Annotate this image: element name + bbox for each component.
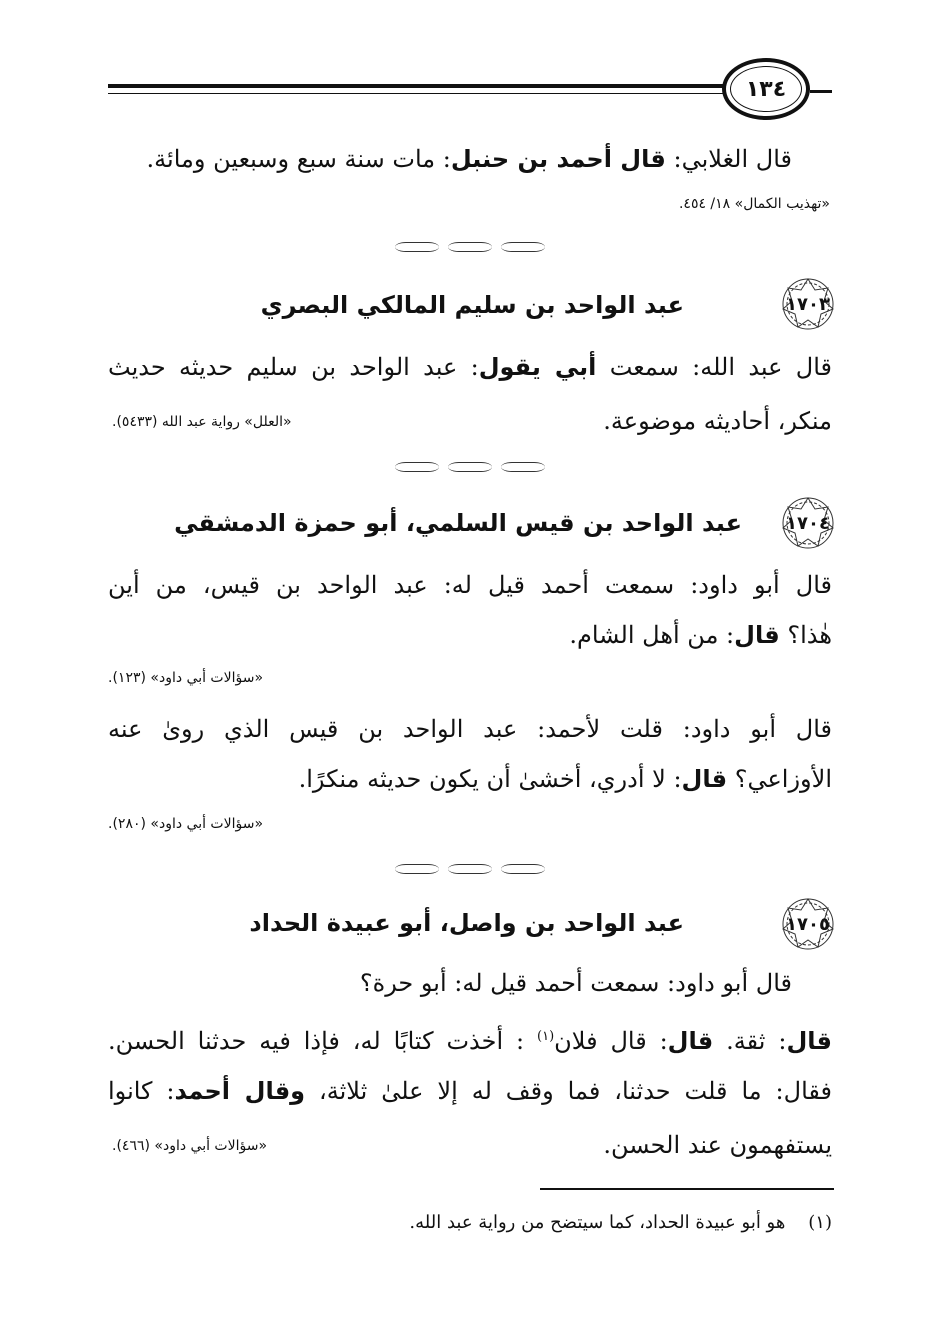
header-rule-tail: [810, 90, 832, 93]
entry-number-badge: [778, 896, 838, 952]
footnote: [108, 1210, 832, 1236]
page-number: ١٣٤: [745, 76, 787, 102]
entry-number-badge: [778, 276, 838, 332]
divider-ornament: [395, 460, 545, 474]
entry-number-badge: [778, 495, 838, 551]
footnote-text: هو أبو عبيدة الحداد، كما سيتضح من رواية عبد الله.: [409, 1212, 786, 1233]
text-run: : من أهل الشام.: [569, 621, 735, 649]
entry-heading: عبد الواحد بن سليم المالكي البصري: [260, 291, 684, 319]
page-number-badge: [722, 58, 810, 120]
text-run: : لا أدري، أخشىٰ أن يكون حديثه منكرًا.: [298, 765, 682, 793]
text-run: : قال فلان: [554, 1027, 668, 1055]
entry-text-line: [108, 350, 832, 384]
header-rule-thin: [108, 93, 724, 94]
entry-text-line: [108, 568, 832, 602]
text-run: قال الغلابي:: [665, 145, 792, 173]
entry-heading: عبد الواحد بن قيس السلمي، أبو حمزة الدمشقي: [174, 509, 742, 537]
text-run: قال عبد الله: سمعت: [596, 353, 833, 381]
footnote-ref[interactable]: (١): [537, 1029, 555, 1044]
bold-run: أبي يقول: [478, 353, 597, 381]
text-run: : ثقة.: [713, 1027, 787, 1055]
bold-run: قال: [734, 621, 780, 649]
text-run: : كانوا: [108, 1077, 175, 1105]
bold-run: قال: [667, 1027, 714, 1055]
citation: «سؤالات أبي داود» (٤٦٦).: [112, 1138, 268, 1154]
top-text-line: [108, 142, 792, 176]
bold-run: وقال أحمد: [174, 1077, 306, 1105]
text-run: هٰذا؟: [779, 621, 832, 649]
entry-number: ١٧٠٣: [786, 293, 830, 315]
entry-number: ١٧٠٤: [786, 512, 830, 534]
entry-text-line: [108, 762, 832, 796]
text-run: قال أبو داود: سمعت أحمد قيل له: عبد الواحد بن قيس، من أين: [108, 571, 832, 599]
divider-ornament: [395, 862, 545, 876]
entry-number: ١٧٠٥: [786, 913, 830, 935]
entry-text-line: [108, 1020, 832, 1058]
bold-run: قال أحمد بن حنبل: [450, 145, 666, 173]
text-run: فقال: ما قلت حدثنا، فما وقف له إلا علىٰ ثلاثة،: [305, 1077, 832, 1105]
header-rule-thick: [108, 84, 724, 88]
entry-heading: عبد الواحد بن واصل، أبو عبيدة الحداد: [249, 909, 684, 937]
footnote-rule: [540, 1188, 834, 1190]
text-run: : مات سنة سبع وسبعين ومائة.: [146, 145, 451, 173]
text-run: الأوزاعي؟: [727, 765, 832, 793]
text-run: قال أبو داود: قلت لأحمد: عبد الواحد بن قيس الذي روىٰ عنه: [108, 715, 832, 743]
text-run: قال أبو داود: سمعت أحمد قيل له: أبو حرة؟: [359, 969, 792, 997]
citation: «سؤالات أبي داود» (١٢٣).: [108, 670, 264, 686]
text-run: منكر، أحاديثه موضوعة.: [603, 407, 832, 435]
text-run: : عبد الواحد بن سليم حديثه حديث: [108, 353, 479, 381]
entry-text-line: [108, 1074, 832, 1108]
entry-text-line: [108, 618, 832, 652]
text-run: يستفهمون عند الحسن.: [603, 1131, 832, 1159]
divider-ornament: [395, 240, 545, 254]
citation: «سؤالات أبي داود» (٢٨٠).: [108, 816, 264, 832]
entry-text-line: [108, 712, 832, 746]
footnote-marker: (١): [808, 1212, 832, 1233]
entry-text-line: [108, 966, 792, 1000]
bold-run: قال: [786, 1027, 832, 1055]
text-run: : أخذت كتابًا له، فإذا فيه حدثنا الحسن.: [108, 1027, 538, 1055]
citation: «تهذيب الكمال» ١٨/ ٤٥٤.: [678, 196, 830, 212]
citation: «العلل» رواية عبد الله (٥٤٣٣).: [112, 414, 292, 430]
bold-run: قال: [681, 765, 728, 793]
